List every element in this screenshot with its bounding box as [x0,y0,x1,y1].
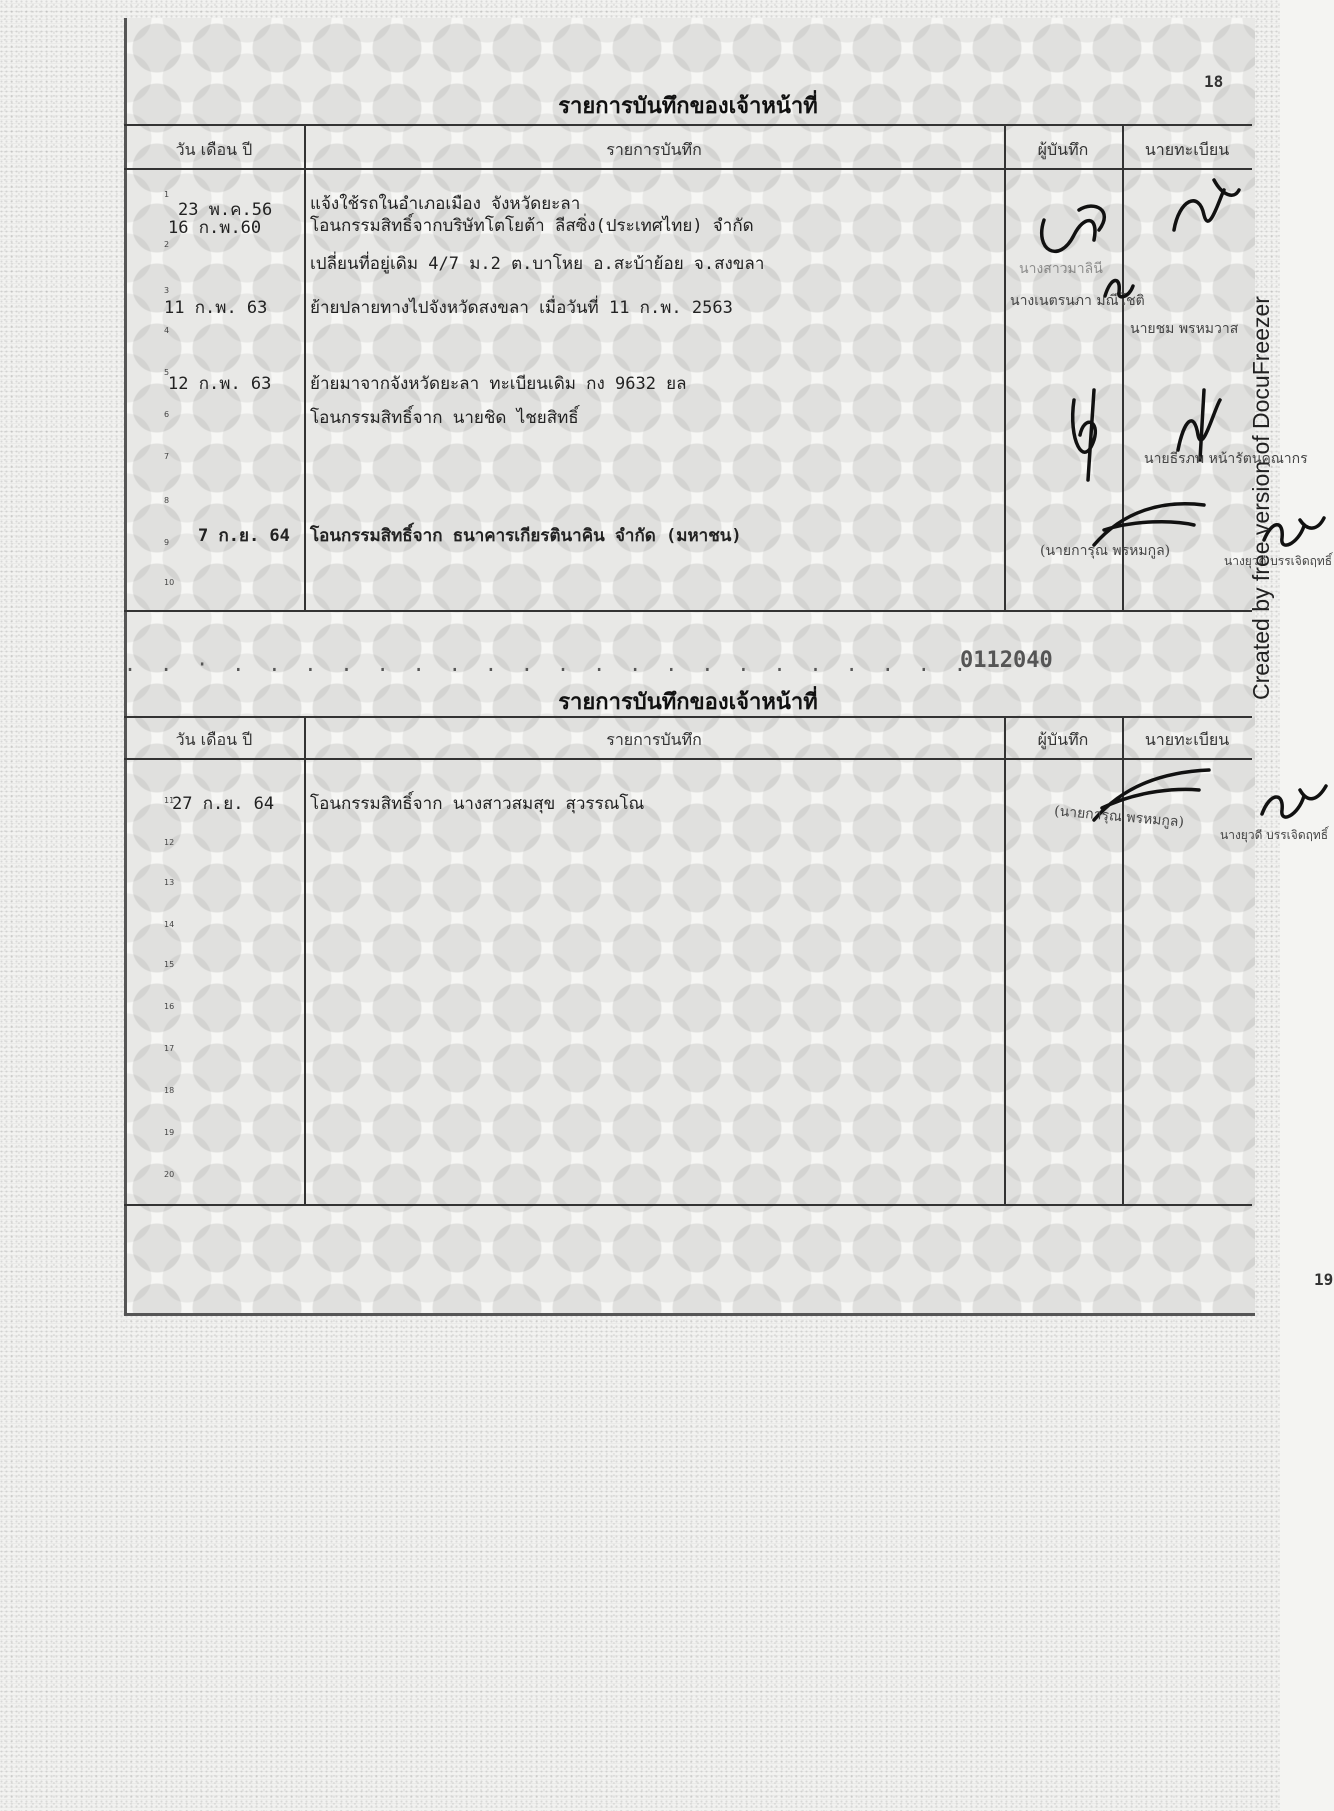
line-number: 20 [164,1170,175,1179]
entry-date: 11 ก.พ. 63 [164,298,268,318]
column-divider [304,716,306,1204]
line-number: 5 [164,368,170,377]
header-recorder: ผู้บันทึก [1037,730,1089,749]
line-number: 4 [164,326,170,335]
watermark: Created by free version of DocuFreezer [1248,296,1274,700]
signature-caption: (นายการุณ พรหมกูล) [1040,543,1171,559]
panel-title: รายการบันทึกของเจ้าหน้าที่ [558,93,818,119]
serial-number-fragment: 0112040 [960,648,1053,673]
entry-text: แจ้งใช้รถในอำเภอเมือง จังหวัดยะลา [310,194,581,214]
header-recorder: ผู้บันทึก [1037,140,1089,159]
signature-caption: (นายการุณ พรหมกูล) [1053,803,1185,831]
line-number: 11 [164,796,175,805]
line-number: 2 [164,240,170,249]
header-bottom-border [124,758,1252,760]
entry-text: โอนกรรมสิทธิ์จาก ธนาคารเกียรตินาคิน จำกัด (มหาชน) [310,526,742,546]
header-registrar: นายทะเบียน [1144,730,1230,749]
line-number: 16 [164,1002,175,1011]
entry-date: 12 ก.พ. 63 [168,374,272,394]
line-number: 8 [164,496,170,505]
signature-caption: นางเนตรนภา มณีโชติ [1010,293,1145,309]
header-date: วัน เดือน ปี [175,730,253,749]
line-number: 10 [164,578,175,587]
header-record: รายการบันทึก [606,730,702,749]
line-number: 12 [164,838,175,847]
signature-caption: นางสาวมาลินี [1019,261,1103,277]
header-record: รายการบันทึก [606,140,702,159]
entry-date: 23 พ.ค.56 [178,200,273,220]
line-number: 19 [164,1128,175,1137]
signature-caption: นางยุวดี บรรเจิดฤทธิ์ [1224,554,1333,568]
entry-text: โอนกรรมสิทธิ์จาก นายชิด ไชยสิทธิ์ [310,408,579,428]
entry-text: โอนกรรมสิทธิ์จากบริษัทโตโยต้า ลีสซิ่ง(ประเทศไทย) จำกัด [310,216,754,236]
entry-date: 7 ก.ย. 64 [198,526,290,546]
panel-title: รายการบันทึกของเจ้าหน้าที่ [558,689,818,715]
line-number: 18 [164,1086,175,1095]
signature-caption: นายชม พรหมวาส [1130,321,1239,337]
column-divider [1004,716,1006,1204]
perforation-dots: . . · . . . . . . . . . . . . . . . . . . . . . [124,652,972,676]
page-number: 19 [1314,1270,1334,1289]
entry-text: ย้ายปลายทางไปจังหวัดสงขลา เมื่อวันที่ 11 ก.พ. 2563 [310,298,733,318]
line-number: 6 [164,410,170,419]
line-number: 3 [164,286,170,295]
entry-text: โอนกรรมสิทธิ์จาก นางสาวสมสุข สุวรรณโณ [310,794,645,814]
page-number: 18 [1204,72,1224,91]
signature-caption: นางยุวดี บรรเจิดฤทธิ์ [1220,828,1329,842]
entry-date: 16 ก.พ.60 [168,218,262,238]
entry-text: ย้ายมาจากจังหวัดยะลา ทะเบียนเดิม กง 9632 ยล [310,374,687,394]
entry-text: เปลี่ยนที่อยู่เดิม 4/7 ม.2 ต.บาโหย อ.สะบ้าย้อย จ.สงขลา [310,254,765,274]
line-number: 14 [164,920,175,929]
line-number: 9 [164,538,170,547]
line-number: 13 [164,878,175,887]
line-number: 1 [164,190,170,199]
line-number: 15 [164,960,175,969]
table-top-border [124,716,1252,718]
line-number: 7 [164,452,170,461]
signature-caption: นายธีรภพ หน้ารัตนคุณากร [1144,451,1308,467]
table-bottom-border [124,1204,1252,1206]
entry-date: 27 ก.ย. 64 [172,794,275,814]
line-number: 17 [164,1044,175,1053]
signature-mark [1254,770,1334,830]
header-registrar: นายทะเบียน [1144,140,1230,159]
header-date: วัน เดือน ปี [175,140,253,159]
